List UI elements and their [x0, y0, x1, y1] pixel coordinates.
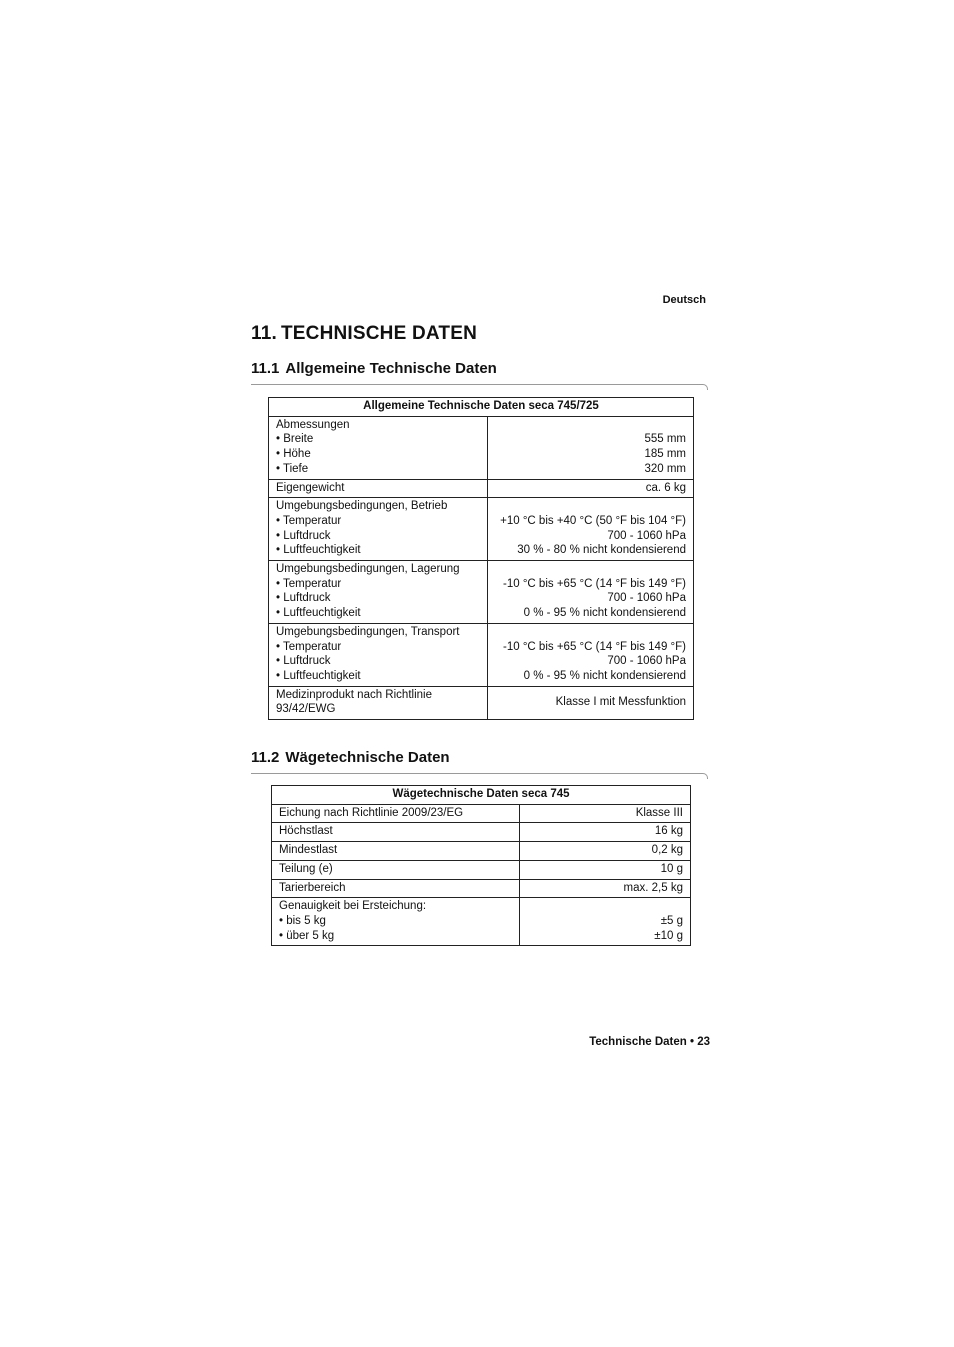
section-heading-general [251, 360, 497, 377]
table-caption: Wägetechnische Daten seca 745 [272, 786, 691, 805]
table-row: Umgebungsbedingungen, Betrieb • Temperatur • Luftdruck • Luftfeuchtigkeit +10 °C bis +40 °C (50 °F bis 104 °F) 700 - 1060 hPa 30 % - 80 % nicht kondensierend [269, 498, 694, 561]
section-heading-weighing [251, 749, 450, 766]
section-divider [251, 773, 703, 774]
page-footer: Technische Daten • 23 [589, 1036, 710, 1048]
table-row: Medizinprodukt nach Richtlinie 93/42/EWG Klasse I mit Messfunktion [269, 686, 694, 719]
table-row: Teilung (e) 10 g [272, 860, 691, 879]
table-row: Umgebungsbedingungen, Lagerung • Temperatur • Luftdruck • Luftfeuchtigkeit -10 °C bis +65 °C (14 °F bis 149 °F) 700 - 1060 hPa 0 % - 95 % nicht kondensierend [269, 561, 694, 624]
section-title: Wägetechnische Daten [285, 749, 450, 766]
table-caption: Allgemeine Technische Daten seca 745/725 [269, 398, 694, 417]
table-row: Eigengewicht ca. 6 kg [269, 479, 694, 498]
table-row: Genauigkeit bei Ersteichung: • bis 5 kg • über 5 kg ±5 g ±10 g [272, 898, 691, 946]
language-label: Deutsch [662, 294, 706, 306]
section-number: 11.2 [251, 749, 280, 766]
general-specs-table [268, 397, 694, 720]
section-divider [251, 384, 703, 385]
table-row: Abmessungen • Breite • Höhe • Tiefe 555 mm 185 mm 320 mm [269, 416, 694, 479]
table-row: Umgebungsbedingungen, Transport • Temperatur • Luftdruck • Luftfeuchtigkeit -10 °C bis +65 °C (14 °F bis 149 °F) 700 - 1060 hPa 0 % - 95 % nicht kondensierend [269, 623, 694, 686]
table-row: Höchstlast 16 kg [272, 823, 691, 842]
weighing-specs-table [271, 785, 691, 946]
table-row: Tarierbereich max. 2,5 kg [272, 879, 691, 898]
section-title: Allgemeine Technische Daten [285, 360, 497, 377]
table-row: Mindestlast 0,2 kg [272, 842, 691, 861]
section-number: 11.1 [251, 360, 280, 377]
table-row: Eichung nach Richtlinie 2009/23/EG Klasse III [272, 804, 691, 823]
chapter-heading [251, 323, 477, 345]
chapter-title: TECHNISCHE DATEN [280, 323, 477, 344]
chapter-number: 11. [251, 323, 277, 344]
